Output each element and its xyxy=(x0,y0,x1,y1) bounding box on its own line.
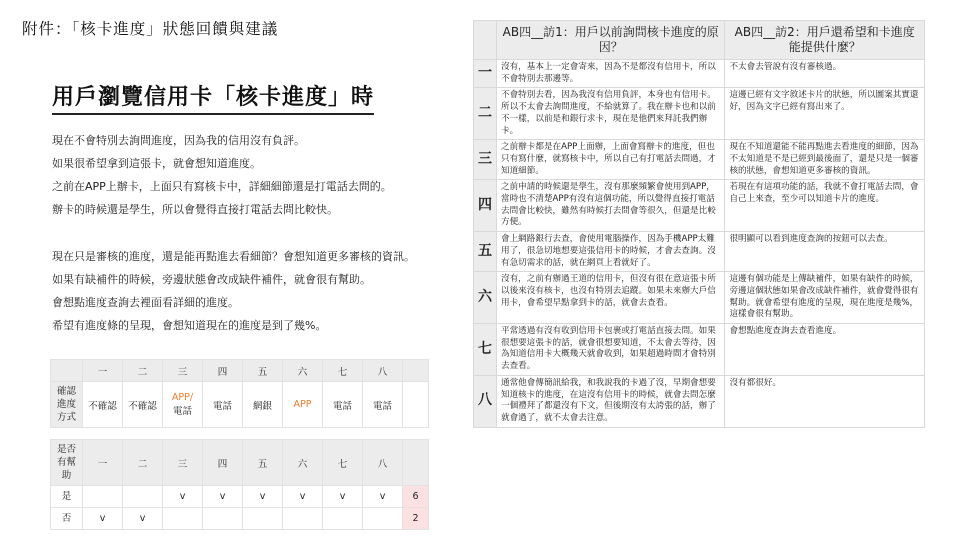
column-header: 三 xyxy=(163,440,203,486)
page-heading: 附件：「核卡進度」狀態回饋與建議 xyxy=(22,20,279,38)
column-header-q2: AB四__訪2：用戶還希望和卡進度能提供什麼？ xyxy=(725,21,925,60)
column-header: 七 xyxy=(323,360,363,382)
table-row xyxy=(474,324,925,376)
row-number: 二 xyxy=(474,88,497,140)
finding-line: 希望有進度條的呈現，會想知道現在的進度是到了幾%。 xyxy=(52,319,327,332)
answer-q1: 之前申請的時候還是學生，沒有那麼頻繁會使用到APP，當時也不清楚APP有沒有這個功能，所以覺得直接打電話去問會比較快，雖然有時候打去問會等很久，但還是比較方便。 xyxy=(496,180,724,232)
finding-line: 會想點進度查詢去裡面看詳細的進度。 xyxy=(52,296,239,309)
table-row xyxy=(474,272,925,324)
table-cell: APP xyxy=(283,382,323,428)
row-number: 四 xyxy=(474,180,497,232)
row-number: 六 xyxy=(474,272,497,324)
column-header: 四 xyxy=(203,440,243,486)
table-cell: v xyxy=(203,486,243,508)
page-title: 用戶瀏覽信用卡「核卡進度」時 xyxy=(52,80,374,115)
total-cell: 6 xyxy=(403,486,429,508)
answer-q2: 若現在有這項功能的話，我就不會打電話去問，會自己上來查，至少可以知道卡片的進度。 xyxy=(725,180,925,232)
column-header: 二 xyxy=(123,440,163,486)
table-cell xyxy=(283,508,323,530)
table-cell: 電話 xyxy=(323,382,363,428)
table-row xyxy=(474,88,925,140)
answer-q2: 沒有都很好。 xyxy=(725,375,925,427)
column-header: 四 xyxy=(203,360,243,382)
table-cell: v xyxy=(323,486,363,508)
row-number: 五 xyxy=(474,232,497,272)
progress-method-table xyxy=(50,359,429,428)
row-number: 八 xyxy=(474,375,497,427)
table-cell xyxy=(163,508,203,530)
table-row xyxy=(51,382,429,428)
finding-line: 現在只是審核的進度，還是能再點進去看細節？會想知道更多審核的資訊。 xyxy=(52,250,415,263)
table-row xyxy=(474,140,925,180)
findings-paragraph-2 xyxy=(52,245,415,337)
column-header-q1: AB四__訪1：用戶以前詢問核卡進度的原因？ xyxy=(496,21,724,60)
answer-q1: 沒有，基本上一定會寄來，因為不是都沒有信用卡，所以不會特別去那邊等。 xyxy=(496,60,724,88)
answer-q1: 不會特別去看，因為我沒有信用負評，本身也有信用卡。所以不太會去詢問進度，不給就算了。我在辦卡也和以前不一樣，以前是和銀行求卡，現在是他們來拜託我們辦卡。 xyxy=(496,88,724,140)
answer-q1: 通常他會傳簡訊給我，和我說我的卡過了沒，早期會想要知道核卡的進度，在這沒有信用卡的時候，就會去問怎麼一個禮拜了都還沒有下文，但後期沒有太誇張的話，辦了就會過了，就不太會去注意。 xyxy=(496,375,724,427)
table-row xyxy=(474,180,925,232)
column-header: 三 xyxy=(163,360,203,382)
table-row xyxy=(51,508,429,530)
corner-cell xyxy=(51,360,83,382)
finding-line: 如果有缺補件的時候，旁邊狀態會改成缺件補件，就會很有幫助。 xyxy=(52,273,371,286)
column-header: 八 xyxy=(363,440,403,486)
column-header: 六 xyxy=(283,440,323,486)
table-cell: 網銀 xyxy=(243,382,283,428)
finding-line: 現在不會特別去詢問進度，因為我的信用沒有負評。 xyxy=(52,134,305,147)
row-number: 七 xyxy=(474,324,497,376)
column-header: 一 xyxy=(83,440,123,486)
table-cell xyxy=(363,508,403,530)
table-cell: 電話 xyxy=(203,382,243,428)
table-header-row xyxy=(51,440,429,486)
table-header-row xyxy=(474,21,925,60)
table-cell xyxy=(243,508,283,530)
table-cell xyxy=(323,508,363,530)
answer-q2: 這邊有個功能是上傳缺補件，如果有缺件的時候，旁邊這個狀態如果會改成缺件補件，就會覺得很有幫助。就會希望有進度的呈現，現在進度是幾%，這樣會很有幫助。 xyxy=(725,272,925,324)
table-cell: v xyxy=(243,486,283,508)
corner-cell xyxy=(403,360,429,382)
table-cell: APP/ 電話 xyxy=(163,382,203,428)
answer-q2: 現在不知道還能不能再點進去看進度的細節，因為不太知道是不是已經到最後面了，還是只是一個審核的狀態，會想知道更多審核的資訊。 xyxy=(725,140,925,180)
table-cell: v xyxy=(363,486,403,508)
interview-table xyxy=(473,20,925,428)
table-cell xyxy=(203,508,243,530)
row-label: 確認進度方式 xyxy=(51,382,83,428)
finding-line: 如果很希望拿到這張卡，就會想知道進度。 xyxy=(52,157,261,170)
total-cell: 2 xyxy=(403,508,429,530)
corner-cell xyxy=(403,440,429,486)
answer-q1: 平常透過有沒有收到信用卡包裹或打電話直接去問。如果很想要這張卡的話，就會很想要知道，不太會去等待，因為知道信用卡大概幾天就會收到，如果超過時間才會特別去查看。 xyxy=(496,324,724,376)
table-header-row xyxy=(51,360,429,382)
table-cell xyxy=(403,382,429,428)
table-row xyxy=(474,232,925,272)
column-header: 五 xyxy=(243,360,283,382)
answer-q2: 不太會去管說有沒有審核過。 xyxy=(725,60,925,88)
row-number: 三 xyxy=(474,140,497,180)
table-cell: v xyxy=(283,486,323,508)
helpfulness-table xyxy=(50,439,429,530)
row-label: 是 xyxy=(51,486,83,508)
table-row xyxy=(474,375,925,427)
answer-q1: 會上網路銀行去查，會使用電腦操作，因為手機APP太難用了，很急切地想要這張信用卡的時候，才會去查詢。沒有急切需求的話，就在網頁上看就好了。 xyxy=(496,232,724,272)
answer-q1: 沒有，之前有辦過王道的信用卡，但沒有很在意這張卡所以後來沒有核卡，也沒有特別去追蹤。如果未來辦大戶信用卡，會希望早點拿到卡的話，就會去查看。 xyxy=(496,272,724,324)
table-cell: v xyxy=(163,486,203,508)
table-cell: 不確認 xyxy=(123,382,163,428)
answer-q2: 會想點進度查詢去查看進度。 xyxy=(725,324,925,376)
table-row xyxy=(51,486,429,508)
findings-paragraph-1 xyxy=(52,129,392,221)
table-cell xyxy=(123,486,163,508)
table-cell xyxy=(83,486,123,508)
row-number: 一 xyxy=(474,60,497,88)
table-cell: 電話 xyxy=(363,382,403,428)
answer-q2: 很明顯可以看到進度查詢的按鈕可以去查。 xyxy=(725,232,925,272)
row-label: 是否有幫助 xyxy=(51,440,83,486)
table-cell: v xyxy=(123,508,163,530)
column-header: 八 xyxy=(363,360,403,382)
column-header: 二 xyxy=(123,360,163,382)
answer-q2: 這邊已經有文字敘述卡片的狀態，所以圖案其實還好，因為文字已經有寫出來了。 xyxy=(725,88,925,140)
column-header: 六 xyxy=(283,360,323,382)
table-cell: 不確認 xyxy=(83,382,123,428)
column-header: 七 xyxy=(323,440,363,486)
finding-line: 之前在APP上辦卡，上面只有寫核卡中，詳細細節還是打電話去問的。 xyxy=(52,180,392,193)
column-header: 一 xyxy=(83,360,123,382)
column-header: 五 xyxy=(243,440,283,486)
row-label: 否 xyxy=(51,508,83,530)
answer-q1: 之前辦卡都是在APP上面辦，上面會寫辦卡的進度，但也只有寫什麼，就寫核卡中，所以自己有打電話去問過，才知道細節。 xyxy=(496,140,724,180)
finding-line: 辦卡的時候還是學生，所以會覺得直接打電話去問比較快。 xyxy=(52,203,338,216)
table-cell: v xyxy=(83,508,123,530)
table-row xyxy=(474,60,925,88)
corner-cell xyxy=(474,21,497,60)
